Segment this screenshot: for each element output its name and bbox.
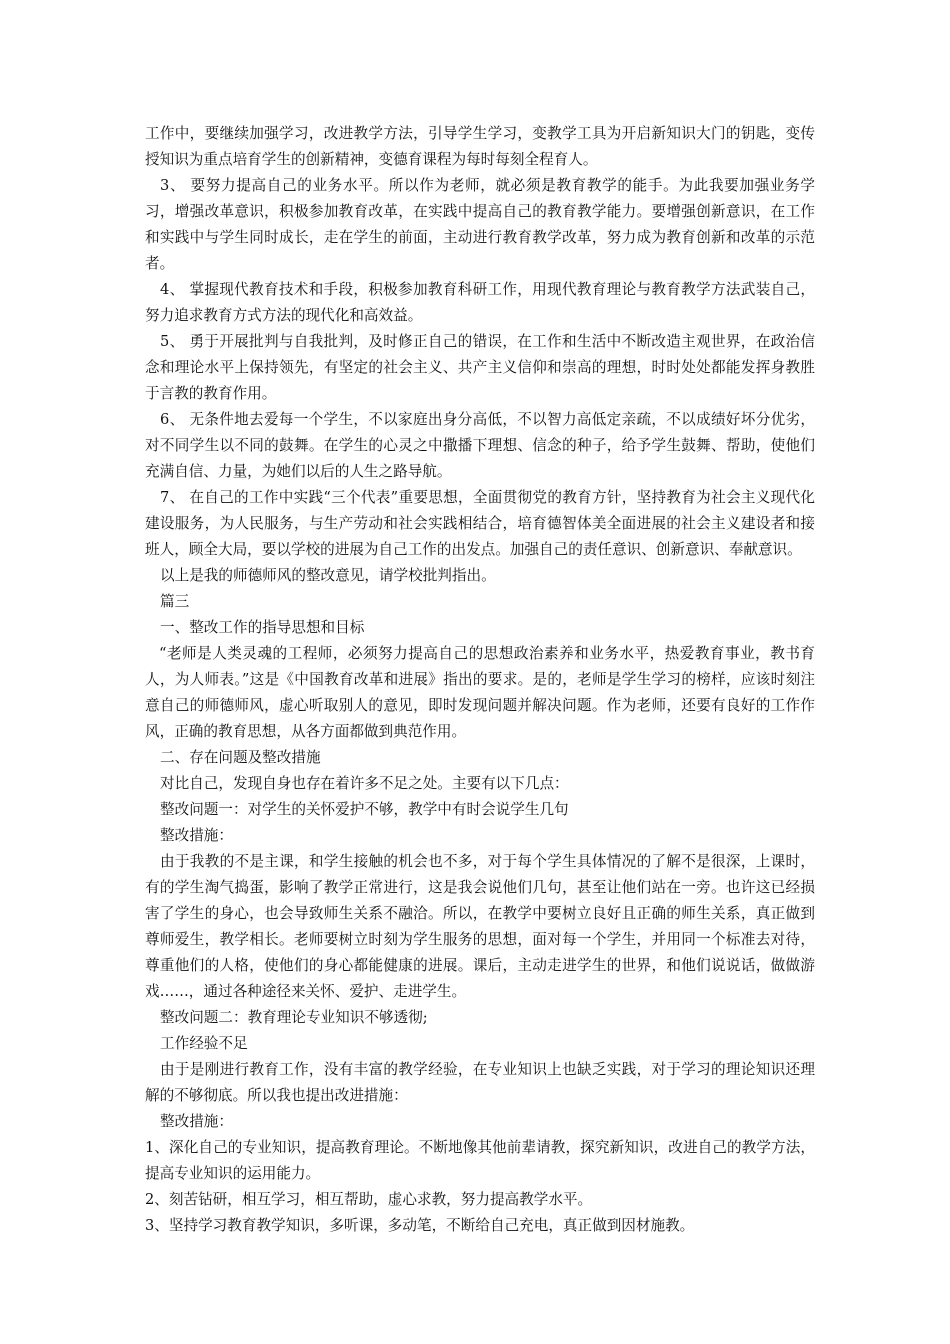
paragraph: 整改问题二：教育理论专业知识不够透彻; [160,1009,428,1026]
list-item: 1、深化自己的专业知识，提高教育理论。不断地像其他前辈请教，探究新知识，改进自己的教学方法，提高专业知识的运用能力。 [145,1139,815,1182]
section-heading: 篇三 [160,593,190,610]
paragraph: 工作经验不足 [160,1035,248,1052]
paragraph: 7、 在自己的工作中实践“三个代表”重要思想，全面贯彻党的教育方针，坚持教育为社会主义现代化建设服务，为人民服务，与生产劳动和社会实践相结合，培育德智体美全面进展的社会主义建设者和接班人，顾全大局，要以学校的进展为自己工作的出发点。加强自己的责任意识、创新意识、奉献意识。 [145,489,815,558]
paragraph: 6、 无条件地去爱每一个学生，不以家庭出身分高低，不以智力高低定亲疏，不以成绩好坏分优劣，对不同学生以不同的鼓舞。在学生的心灵之中撒播下理想、信念的种子，给予学生鼓舞、帮助，使他们充满自信、力量，为她们以后的人生之路导航。 [145,411,815,480]
document-body [145,121,815,1239]
section-heading: 一、整改工作的指导思想和目标 [160,619,365,636]
list-item: 3、坚持学习教育教学知识，多听课，多动笔，不断给自己充电，真正做到因材施教。 [145,1217,695,1234]
list-item: 2、刻苦钻研，相互学习，相互帮助，虚心求教，努力提高教学水平。 [145,1191,593,1208]
paragraph: 3、 要努力提高自己的业务水平。所以作为老师，就必须是教育教学的能手。为此我要加强业务学习，增强改革意识，积极参加教育改革，在实践中提高自己的教育教学能力。要增强创新意识，在工作和实践中与学生同时成长，走在学生的前面，主动进行教育教学改革，努力成为教育创新和改革的示范者。 [145,177,815,272]
paragraph: 整改措施： [160,827,233,844]
paragraph: 由于我教的不是主课，和学生接触的机会也不多，对于每个学生具体情况的了解不是很深，上课时，有的学生淘气捣蛋，影响了教学正常进行，这是我会说他们几句，甚至让他们站在一旁。也许这已经损害了学生的身心，也会导致师生关系不融洽。所以，在教学中要树立良好且正确的师生关系，真正做到尊师爱生，教学相长。老师要树立时刻为学生服务的思想，面对每一个学生，并用同一个标准去对待，尊重他们的人格，使他们的身心都能健康的进展。课后，主动走进学生的世界，和他们说说话，做做游戏……，通过各种途径来关怀、爱护、走进学生。 [145,853,815,1000]
section-heading: 二、存在问题及整改措施 [160,749,321,766]
paragraph: 对比自己，发现自身也存在着许多不足之处。主要有以下几点： [160,775,569,792]
paragraph: 整改问题一：对学生的关怀爱护不够，教学中有时会说学生几句 [160,801,569,818]
paragraph: 以上是我的师德师风的整改意见，请学校批判指出。 [160,567,496,584]
paragraph: 工作中，要继续加强学习，改进教学方法，引导学生学习，变教学工具为开启新知识大门的钥匙，变传授知识为重点培育学生的创新精神，变德育课程为每时每刻全程育人。 [145,125,815,168]
paragraph: 由于是刚进行教育工作，没有丰富的教学经验，在专业知识上也缺乏实践，对于学习的理论知识还理解的不够彻底。所以我也提出改进措施： [145,1061,815,1104]
paragraph: 5、 勇于开展批判与自我批判，及时修正自己的错误，在工作和生活中不断改造主观世界，在政治信念和理论水平上保持领先，有坚定的社会主义、共产主义信仰和崇高的理想，时时处处都能发挥身教胜于言教的教育作用。 [145,333,815,402]
paragraph: 整改措施： [160,1113,233,1130]
paragraph: 4、 掌握现代教育技术和手段，积极参加教育科研工作，用现代教育理论与教育教学方法武装自己，努力追求教育方式方法的现代化和高效益。 [145,281,815,324]
paragraph: “老师是人类灵魂的工程师，必须努力提高自己的思想政治素养和业务水平，热爱教育事业，教书育人，为人师表。”这是《中国教育改革和进展》指出的要求。是的，老师是学生学习的榜样，应该时刻注意自己的师德师风，虚心听取别人的意见，即时发现问题并解决问题。作为老师，还要有良好的工作作风，正确的教育思想，从各方面都做到典范作用。 [145,645,815,740]
